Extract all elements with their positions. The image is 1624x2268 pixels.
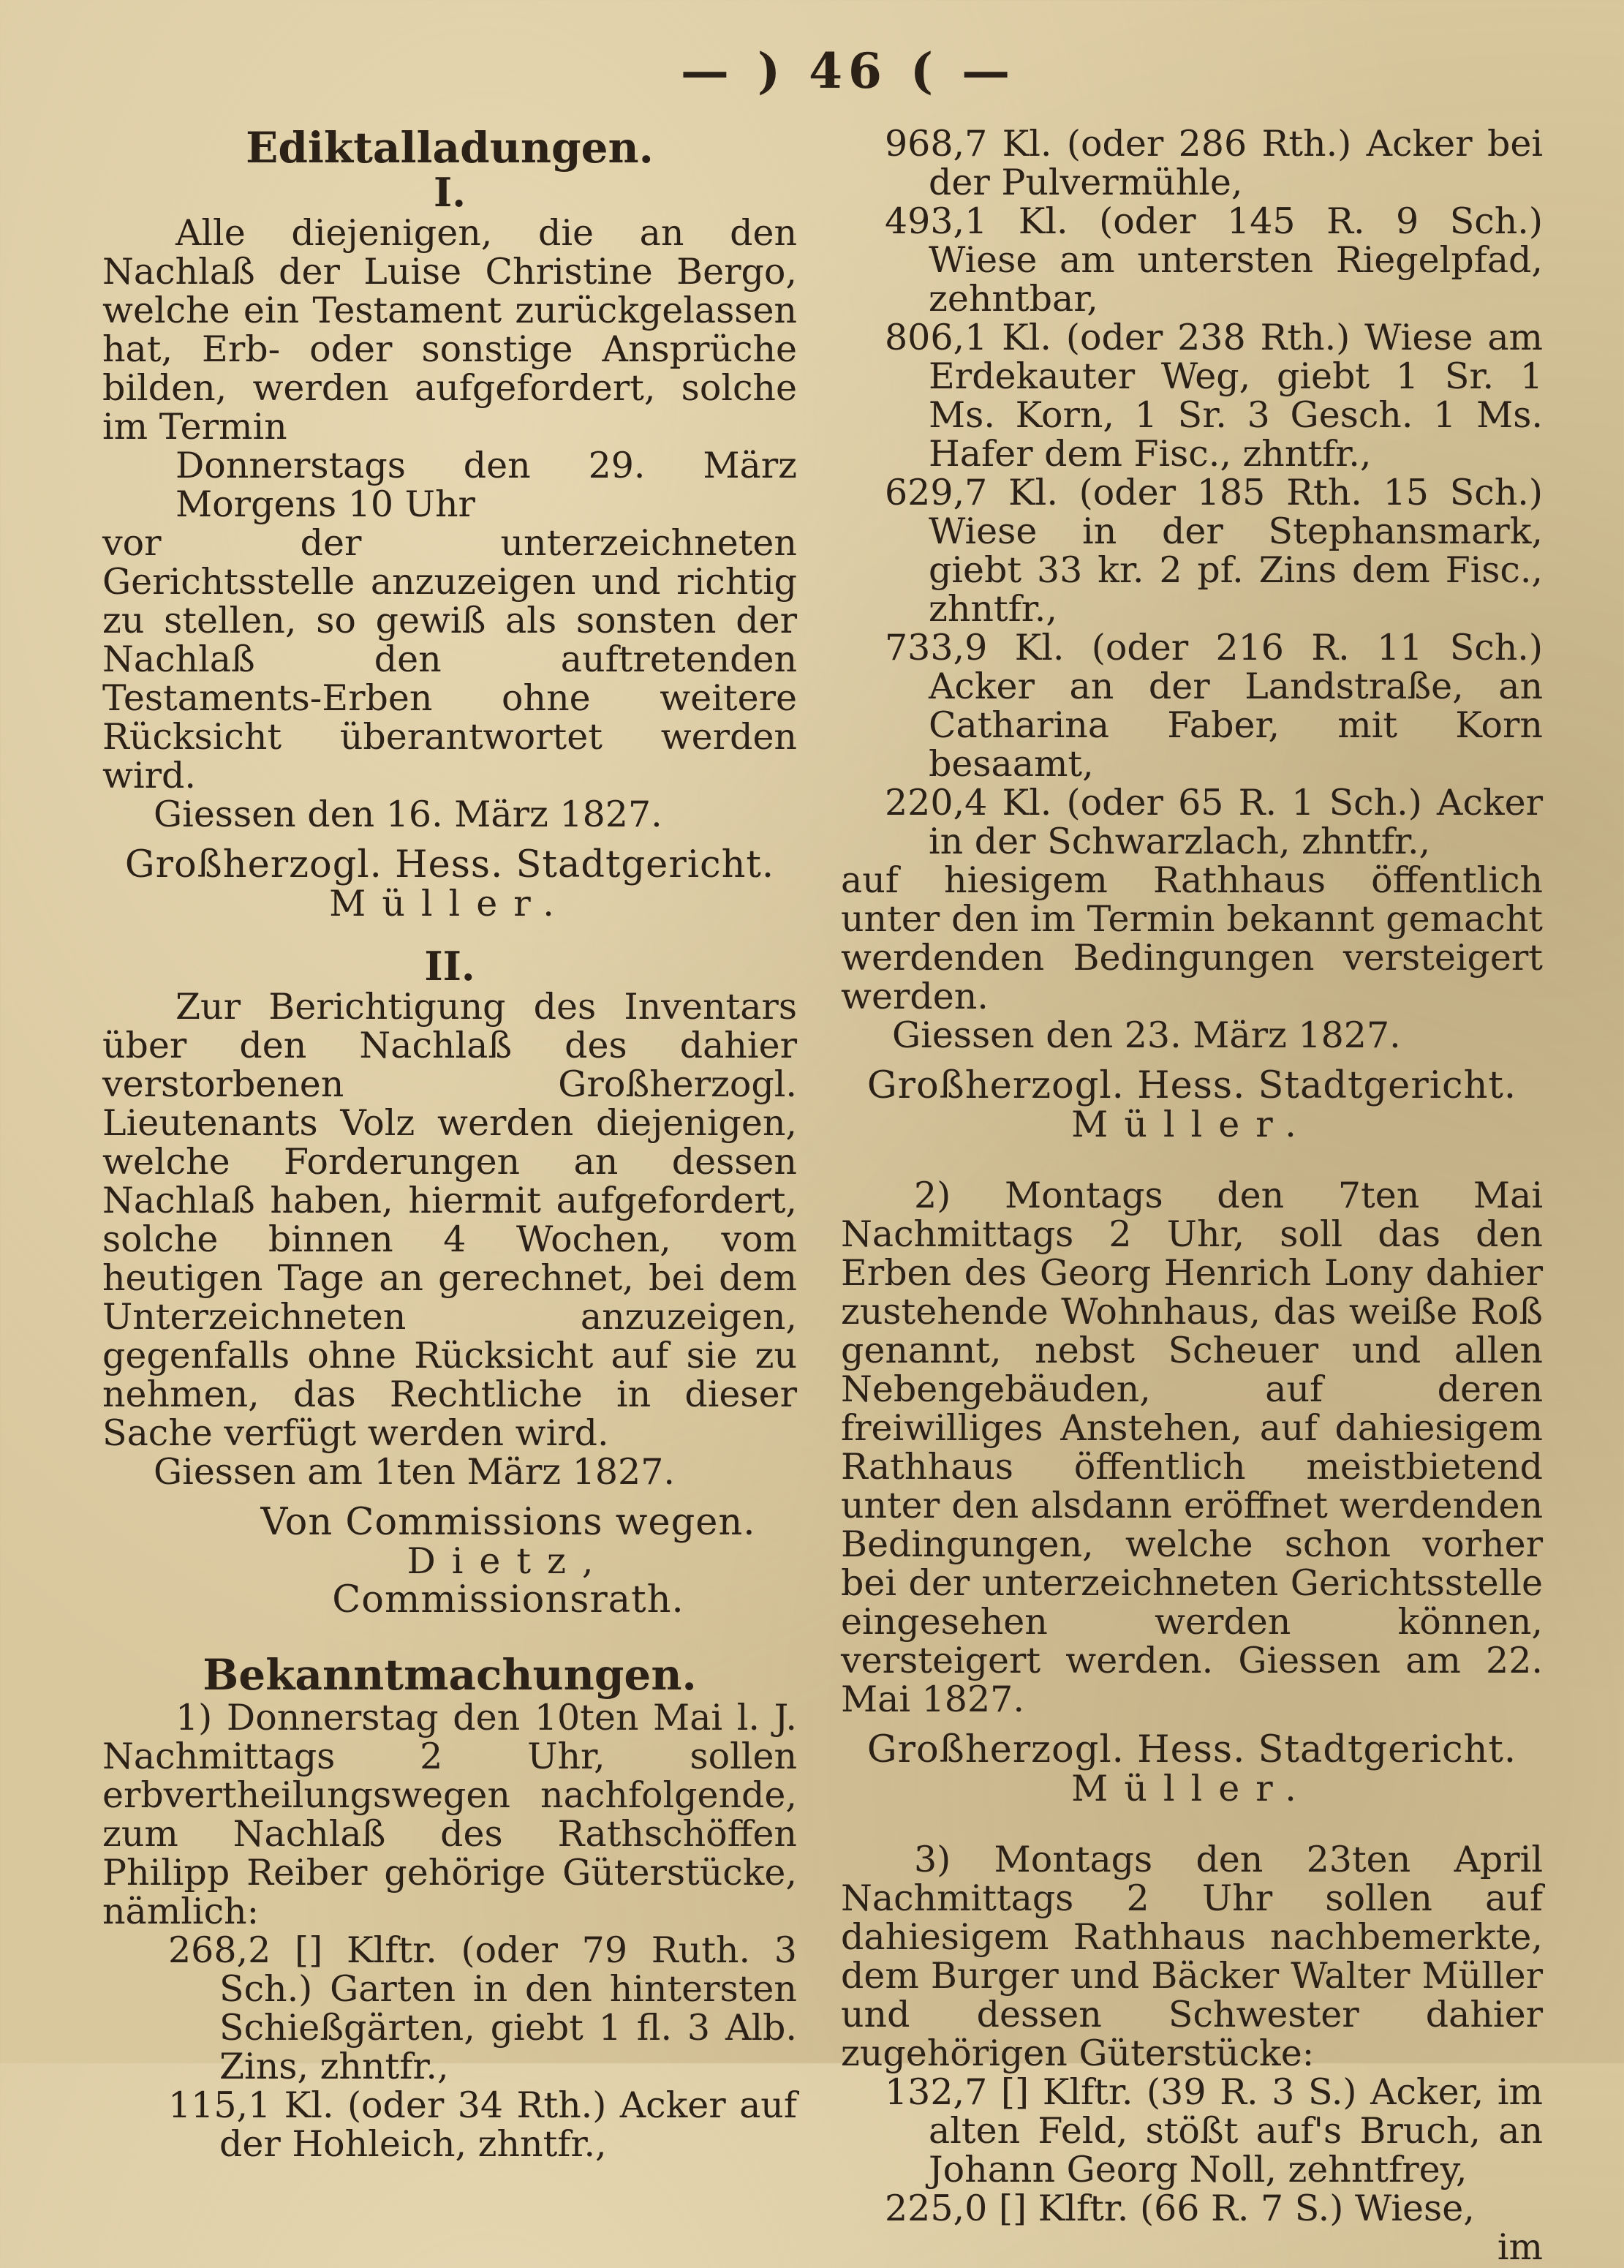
notice-1-date: Giessen den 16. März 1827. — [154, 794, 662, 835]
property-item: 220,4 Kl. (oder 65 R. 1 Sch.) Acker in der Schwarzlach, zhntfr., — [885, 782, 1543, 862]
notice-1-text-cont: vor der unterzeichneten Gerichtsstelle anzuzeigen und richtig zu stellen, so gewiß als sonsten der Nachlaß den auftretenden Testaments-Erben ohne weitere Rücksicht überantwortet werden wird. — [102, 522, 797, 796]
property-item: 629,7 Kl. (oder 185 Rth. 15 Sch.) Wiese in der Stephansmark, giebt 33 kr. 2 pf. Zins dem Fisc., zhntfr., — [885, 472, 1543, 630]
announcement-1-date: Giessen den 23. März 1827. — [892, 1014, 1401, 1056]
notice-1-court: Großherzogl. Hess. Stadtgericht. — [124, 843, 775, 886]
announcement-1-signer: Müller. — [1071, 1104, 1313, 1145]
page-number: — ) 46 ( — — [680, 42, 1016, 99]
property-item: 132,7 [] Klftr. (39 R. 3 S.) Acker, im alten Feld, stößt auf's Bruch, an Johann Georg Noll, zehntfrey, — [885, 2071, 1543, 2190]
property-item: 225,0 [] Klftr. (66 R. 7 S.) Wiese, — [885, 2188, 1475, 2229]
section-heading-bekanntmachungen: Bekanntmachungen. — [203, 1650, 697, 1700]
property-item: 806,1 Kl. (oder 238 Rth.) Wiese am Erdekauter Weg, giebt 1 Sr. 1 Ms. Korn, 1 Sr. 3 Gesch. 1 Ms. Hafer dem Fisc., zhntfr., — [885, 317, 1543, 475]
section-number-1: I. — [433, 169, 467, 216]
property-item: 493,1 Kl. (oder 145 R. 9 Sch.) Wiese am untersten Riegelpfad, zehntbar, — [885, 200, 1543, 320]
section-heading-ediktalladungen: Ediktalladungen. — [246, 123, 654, 173]
left-column — [102, 124, 797, 2163]
announcement-2-signer: Müller. — [1071, 1768, 1313, 1809]
property-item: 968,7 Kl. (oder 286 Rth.) Acker bei der Pulvermühle, — [885, 123, 1543, 203]
property-item: 733,9 Kl. (oder 216 R. 11 Sch.) Acker an der Landstraße, an Catharina Faber, mit Korn besaamt, — [885, 627, 1543, 785]
notice-2-text: Zur Berichtigung des Inventars über den Nachlaß des dahier verstorbenen Großherzogl. Lieutenants Volz werden diejenigen, welche Forderungen an dessen Nachlaß haben, hiermit aufgefordert, solche binnen 4 Wochen, vom heutigen Tage an gerechnet, bei dem Unterzeichneten anzuzeigen, gegenfalls ohne Rücksicht auf sie zu nehmen, das Rechtliche in dieser Sache verfügt werden wird. — [102, 986, 797, 1454]
announcement-3-text: 3) Montags den 23ten April Nachmittags 2 Uhr sollen auf dahiesigem Rathhaus nachbemerkte, dem Burger und Bäcker Walter Müller und dessen Schwester dahier zugehörigen Güterstücke: — [841, 1839, 1543, 2074]
notice-1-signer: Müller. — [329, 883, 570, 924]
notice-1-text: Alle diejenigen, die an den Nachlaß der Luise Christine Bergo, welche ein Testament zurückgelassen hat, Erb- oder sonstige Ansprüche bilden, werden aufgefordert, solche im Termin — [102, 212, 797, 448]
notice-2-date: Giessen am 1ten März 1827. — [154, 1451, 675, 1493]
announcement-1-closing: auf hiesigem Rathhaus öffentlich unter den im Termin bekannt gemacht werdenden Bedingungen versteigert werden. — [841, 859, 1543, 1017]
property-item: 268,2 [] Klftr. (oder 79 Ruth. 3 Sch.) Garten in den hintersten Schießgärten, giebt 1 fl. 3 Alb. Zins, zhntfr., — [168, 1929, 797, 2087]
notice-2-signer-title: Commissionsrath. — [332, 1578, 684, 1621]
announcement-2-court: Großherzogl. Hess. Stadtgericht. — [866, 1728, 1517, 1771]
right-column — [841, 124, 1543, 2267]
catchword: im — [1497, 2226, 1543, 2268]
announcement-1-court: Großherzogl. Hess. Stadtgericht. — [866, 1064, 1517, 1107]
announcement-1-intro: 1) Donnerstag den 10ten Mai l. J. Nachmittags 2 Uhr, sollen erbvertheilungswegen nachfolgende, zum Nachlaß des Rathschöffen Philipp Reiber gehörige Güterstücke, nämlich: — [102, 1697, 797, 1932]
notice-1-term: Donnerstags den 29. März Morgens 10 Uhr — [175, 445, 797, 525]
section-number-2: II. — [424, 943, 475, 990]
announcement-2-text: 2) Montags den 7ten Mai Nachmittags 2 Uhr, soll das den Erben des Georg Henrich Lony dahier zustehende Wohnhaus, das weiße Roß genannt, nebst Scheuer und allen Nebengebäuden, auf deren freiwilliges Anstehen, auf dahiesigem Rathhaus öffentlich meistbietend unter den alsdann eröffnet werdenden Bedingungen, welche schon vorher bei der unterzeichneten Gerichtsstelle eingesehen werden können, versteigert werden. Giessen am 22. Mai 1827. — [841, 1175, 1543, 1720]
notice-2-signer: Dietz, — [407, 1540, 610, 1582]
notice-2-commission: Von Commissions wegen. — [260, 1501, 756, 1544]
property-item: 115,1 Kl. (oder 34 Rth.) Acker auf der Hohleich, zhntfr., — [168, 2084, 797, 2165]
